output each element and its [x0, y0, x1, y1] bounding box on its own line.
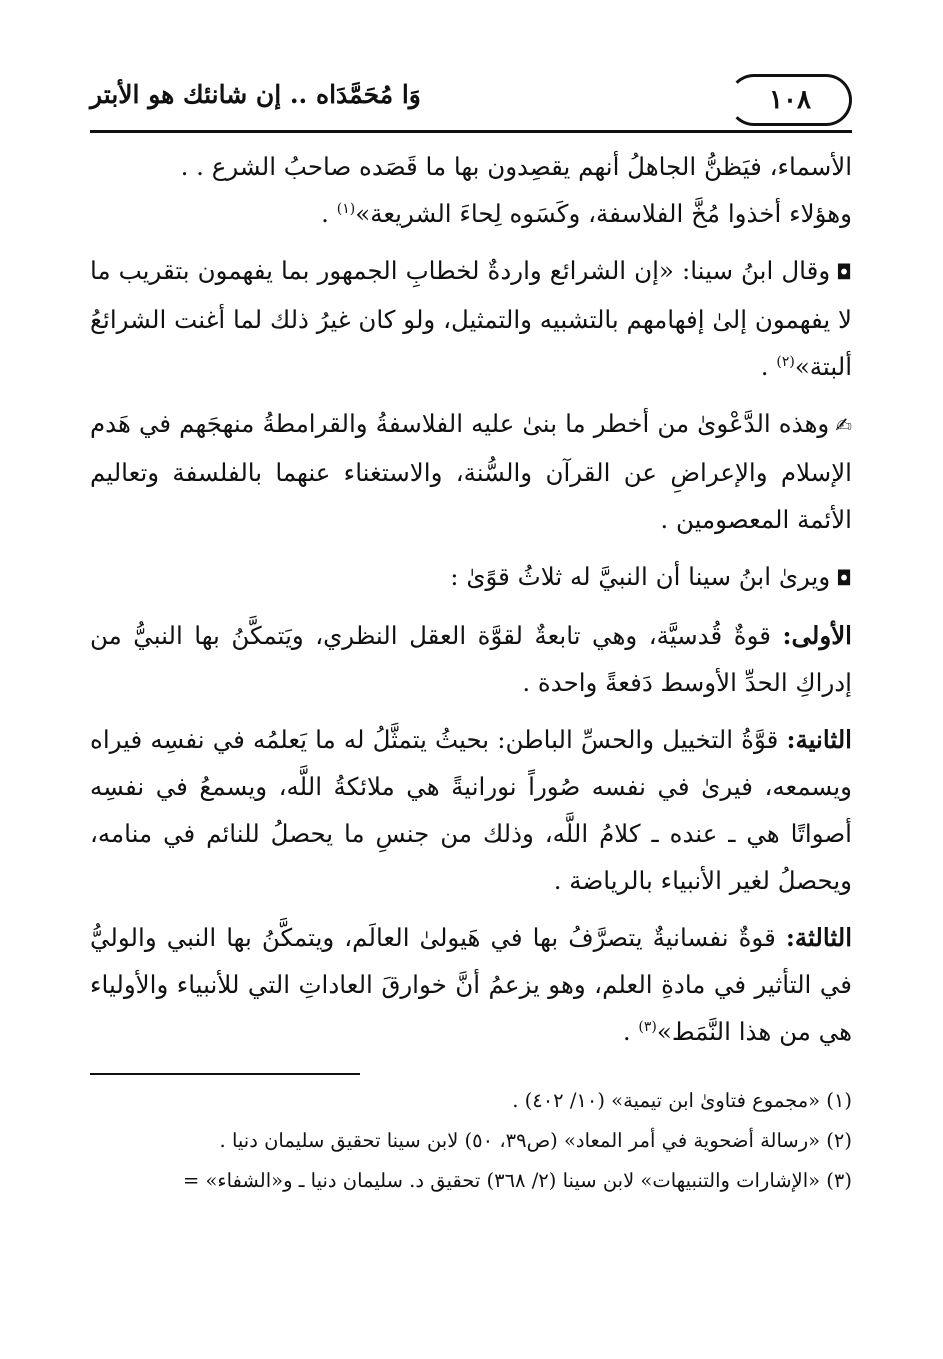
- footnotes: [90, 1081, 852, 1201]
- paragraph-5-lead: الأولى:: [782, 621, 852, 650]
- paragraph-5: [90, 612, 852, 706]
- paragraph-7-tail: .: [622, 1017, 639, 1046]
- paragraph-5-text: قوةٌ قُدسيَّة، وهي تابعةٌ لقوَّة العقل النظري، ويَتمكَّنُ بها النبيُّ من إدراكِ الحدِّ الأوسط دَفعةً واحدة .: [90, 621, 852, 697]
- paragraph-7-text: قوةٌ نفسانيةٌ يتصرَّفُ بها في هَيولىٰ العالَم، ويتمكَّنُ بها النبي والوليُّ في التأثير في مادةِ العلم، وهو يزعمُ أنَّ خوارقَ العاداتِ التي للأنبياء والأولياء هي من هذا النَّمَط»: [90, 923, 852, 1046]
- running-title: وَا مُحَمَّدَاه .. إن شانئك هو الأبتر: [90, 80, 421, 109]
- main-text: [90, 143, 852, 1055]
- paragraph-1: [90, 143, 852, 237]
- paragraph-3-text: وهذه الدَّعْوىٰ من أخطر ما بنىٰ عليه الفلاسفةُ والقرامطةُ منهجَهم في هَدم الإسلام والإعراضِ عن القرآن والسُّنة، والاستغناء عنهما بالفلسفة وتعاليم الأئمة المعصومين .: [90, 409, 852, 534]
- footnote-ref-3[interactable]: (٣): [638, 1018, 657, 1035]
- footnote-divider: [90, 1073, 360, 1075]
- paragraph-1-line-2: وهؤلاء أخذوا مُخَّ الفلاسفة، وكَسَوه لِحاءَ الشريعة»: [355, 199, 852, 228]
- writing-hand-icon: ✍: [835, 413, 852, 437]
- square-bullet-icon: ◘: [836, 566, 852, 590]
- footnote-1: (١) «مجموع فتاوىٰ ابن تيمية» (١٠/ ٤٠٢) .: [512, 1089, 852, 1112]
- book-page: [90, 66, 852, 1201]
- paragraph-6: [90, 716, 852, 904]
- paragraph-3: [90, 400, 852, 543]
- page-header: [90, 66, 852, 133]
- paragraph-1-line-1: الأسماء، فيَظنُّ الجاهلُ أنهم يقصِدون بها ما قَصَده صاحبُ الشرع . .: [180, 152, 852, 181]
- footnote-2: (٢) «رسالة أضحوية في أمر المعاد» (ص٣٩، ٥٠) لابن سينا تحقيق سليمان دنيا .: [219, 1129, 852, 1152]
- paragraph-6-lead: الثانية:: [786, 725, 852, 754]
- paragraph-1-tail: .: [321, 199, 337, 228]
- paragraph-7-lead: الثالثة:: [785, 923, 852, 952]
- square-bullet-icon: ◘: [836, 260, 852, 284]
- paragraph-6-text: قوَّةُ التخييل والحسِّ الباطن: بحيثُ يتمثَّلُ له ما يَعلمُه في نفسِه فيراه ويسمعه، فيرىٰ في نفسه صُوراً نورانيةً هي ملائكةُ اللَّه، ويسمعُ في نفسِه أصواتًا هي ـ عنده ـ كلامُ اللَّه، وذلك من جنسِ ما يحصلُ للنائم في منامه، ويحصلُ لغير الأنبياء بالرياضة .: [90, 725, 852, 895]
- paragraph-2: [90, 247, 852, 390]
- paragraph-4: [90, 553, 852, 602]
- paragraph-2-text: وقال ابنُ سينا: «إن الشرائع واردةٌ لخطابِ الجمهور بما يفهمون بتقريب ما لا يفهمون إلىٰ إفهامهم بالتشبيه والتمثيل، ولو كان غيرُ ذلك لما أغنت الشرائعُ ألبتة»: [90, 256, 852, 381]
- footnote-ref-2[interactable]: (٢): [776, 353, 795, 370]
- footnote-3: (٣) «الإشارات والتنبيهات» لابن سينا (٢/ ٣٦٨) تحقيق د. سليمان دنيا ـ و«الشفاء» =: [182, 1169, 852, 1192]
- page-number: ١٠٨: [728, 74, 852, 126]
- footnote-ref-1[interactable]: (١): [336, 200, 356, 217]
- paragraph-7: [90, 914, 852, 1055]
- paragraph-2-tail: .: [760, 352, 777, 381]
- paragraph-4-text: ويرىٰ ابنُ سينا أن النبيَّ له ثلاثُ قوًىٰ :: [450, 562, 831, 591]
